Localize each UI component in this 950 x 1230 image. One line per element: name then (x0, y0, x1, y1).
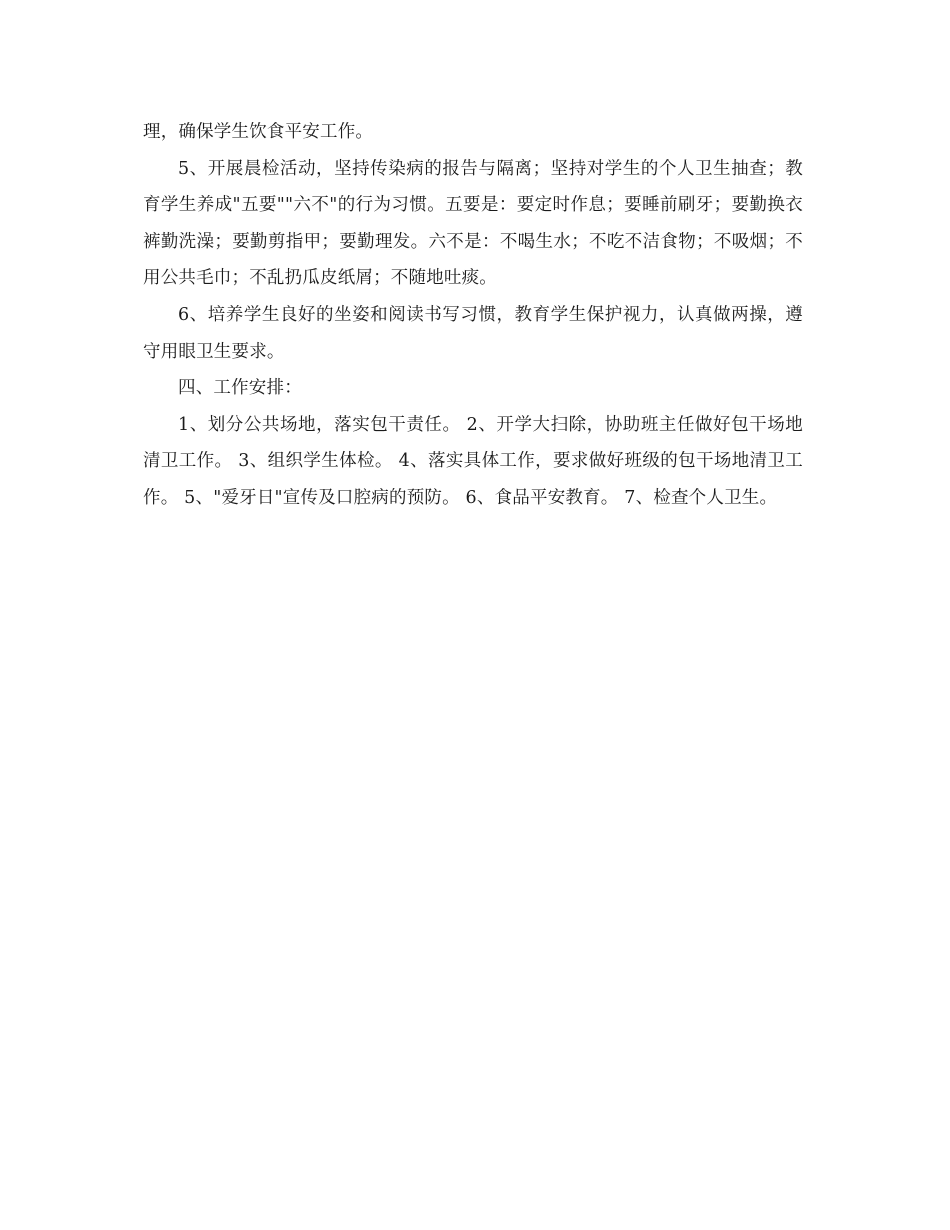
paragraph-item-5: 5、开展晨检活动，坚持传染病的报告与隔离；坚持对学生的个人卫生抽查；教育学生养成"五要""六不"的行为习惯。五要是：要定时作息；要睡前刷牙；要勤换衣裤勤洗澡；要勤剪指甲；要勤理发。六不是：不喝生水；不吃不洁食物；不吸烟；不用公共毛巾；不乱扔瓜皮纸屑；不随地吐痰。 (143, 158, 803, 289)
paragraph-continuation: 理，确保学生饮食平安工作。 (143, 122, 374, 142)
paragraph-item-6: 6、培养学生良好的坐姿和阅读书写习惯，教育学生保护视力，认真做两操，遵守用眼卫生要求。 (143, 304, 803, 362)
document-body (143, 114, 803, 517)
paragraph-work-arrangement-list: 1、划分公共场地，落实包干责任。 2、开学大扫除，协助班主任做好包干场地清卫工作。 3、组织学生体检。 4、落实具体工作，要求做好班级的包干场地清卫工作。 5、"爱牙日"宣传及口腔病的预防。 6、食品平安教育。 7、检查个人卫生。 (143, 414, 803, 508)
section-heading-work-arrangement: 四、工作安排： (178, 378, 302, 399)
